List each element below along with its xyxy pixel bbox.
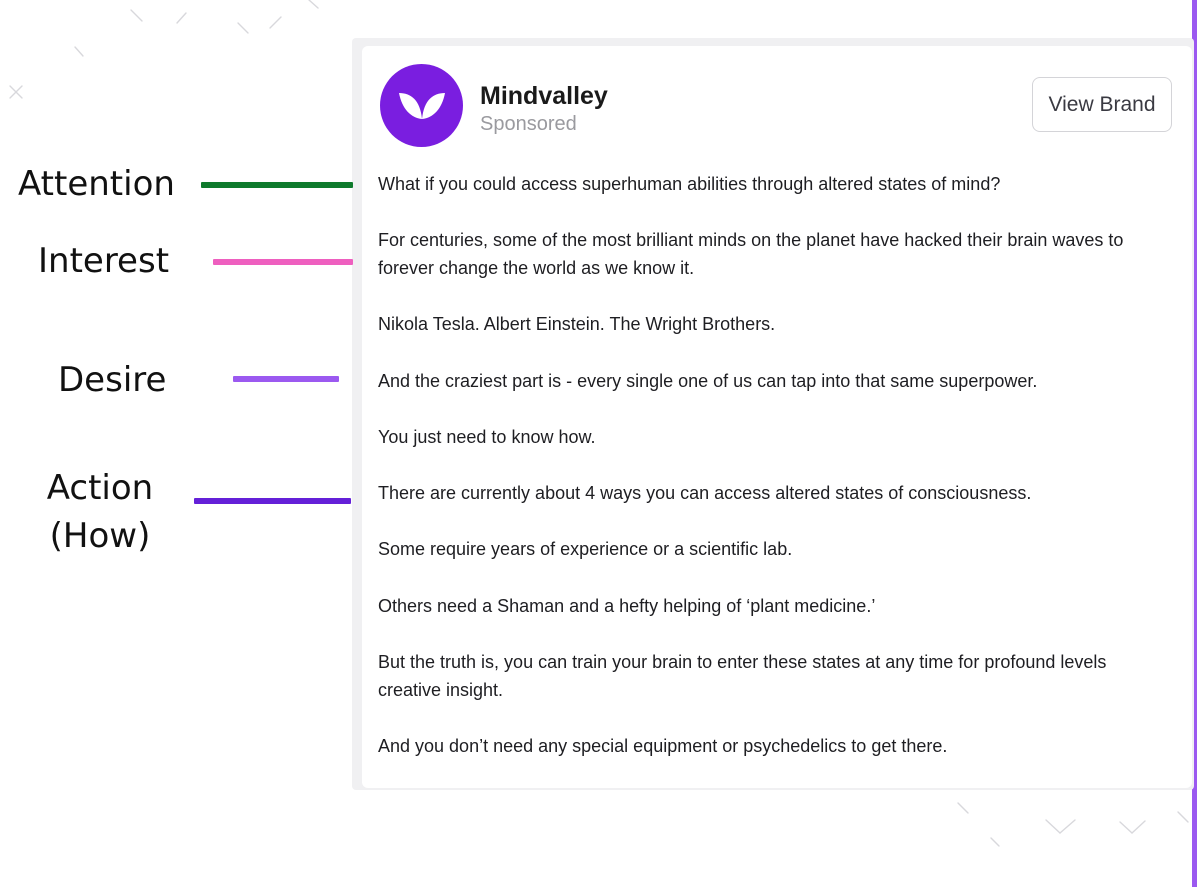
ad-paragraph-5: You just need to know how. — [378, 427, 596, 447]
ad-paragraph-4: And the craziest part is - every single one of us can tap into that same superpower. — [378, 371, 1038, 391]
action-connector-line — [194, 498, 351, 504]
brand-avatar[interactable] — [380, 64, 463, 147]
attention-connector-line — [201, 182, 353, 188]
interest-connector-line — [213, 259, 353, 265]
view-brand-button[interactable]: View Brand — [1032, 77, 1172, 132]
ad-paragraph-8: Others need a Shaman and a hefty helping of ‘plant medicine.’ — [378, 596, 876, 616]
ad-paragraph-2: For centuries, some of the most brilliant minds on the planet have hacked their brain waves to forever change the world as we know it. — [378, 230, 1124, 278]
ad-paragraph-6: There are currently about 4 ways you can access altered states of consciousness. — [378, 483, 1032, 503]
desire-connector-line — [233, 376, 339, 382]
action-label-line2: (How) — [49, 516, 151, 556]
brand-name[interactable]: Mindvalley — [480, 82, 608, 110]
ad-paragraph-7: Some require years of experience or a scientific lab. — [378, 539, 793, 559]
ad-paragraph-1: What if you could access superhuman abilities through altered states of mind? — [378, 174, 1001, 194]
sponsored-label: Sponsored — [480, 113, 577, 135]
action-label-line1: Action — [46, 468, 154, 508]
mindvalley-logo-icon — [397, 89, 447, 123]
desire-label: Desire — [58, 360, 167, 400]
ad-paragraph-10: And you don’t need any special equipment or psychedelics to get there. — [378, 736, 948, 756]
attention-label: Attention — [18, 164, 175, 204]
interest-label: Interest — [38, 241, 170, 281]
action-label — [30, 464, 170, 560]
ad-paragraph-9: But the truth is, you can train your brain to enter these states at any time for profound levels creative insight. — [378, 652, 1107, 700]
ad-paragraph-3: Nikola Tesla. Albert Einstein. The Wright Brothers. — [378, 314, 776, 334]
